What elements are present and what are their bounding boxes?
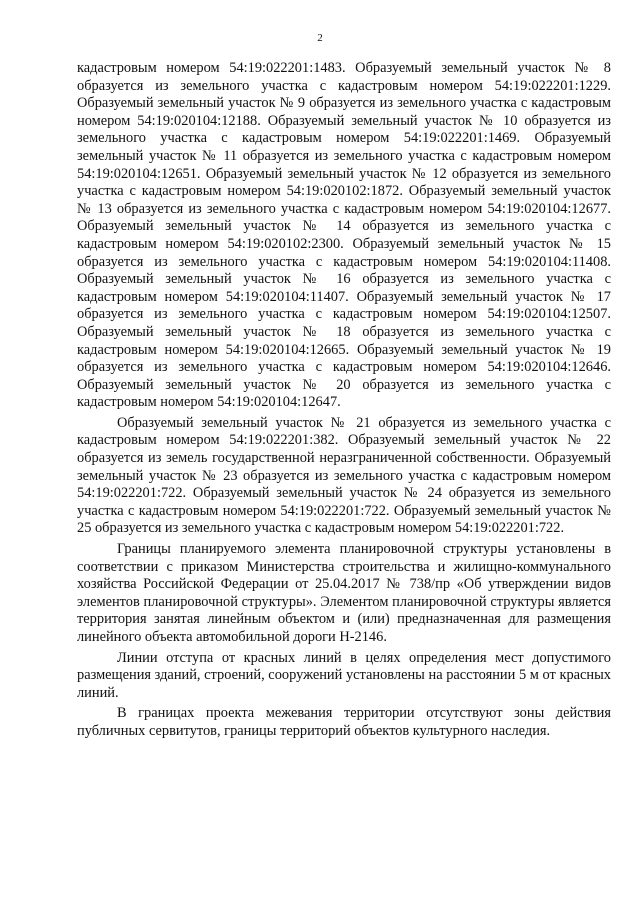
paragraph-servitudes: В границах проекта межевания территории отсутствуют зоны действия публичных сервитутов, границы территорий объектов культурного наследия.	[77, 705, 611, 739]
document-body	[77, 60, 611, 741]
page-number: 2	[317, 32, 323, 44]
paragraph-land-plots-21-25: Образуемый земельный участок № 21 образуется из земельного участка с кадастровым номером 54:19:022201:382. Образуемый земельный участок № 22 образуется из земель государственной неразграниченной собственности. Образуемый земельный участок № 23 образуется из земельного участка с кадастровым номером 54:19:022201:722. Образуемый земельный участок № 24 образуется из земельного участка с кадастровым номером 54:19:022201:722. Образуемый земельный участок № 25 образуется из земельного участка с кадастровым номером 54:19:022201:722.	[77, 414, 611, 537]
paragraph-land-plots-8-20: кадастровым номером 54:19:022201:1483. Образуемый земельный участок № 8 образуется из земельного участка с кадастровым номером 54:19:022201:1229. Образуемый земельный участок № 9 образуется из земельного участка с кадастровым номером 54:19:020104:12188. Образуемый земельный участок № 10 образуется из земельного участка с кадастровым номером 54:19:022201:1469. Образуемый земельный участок № 11 образуется из земельного участка с кадастровым номером 54:19:020104:12651. Образуемый земельный участок № 12 образуется из земельного участка с кадастровым номером 54:19:020102:1872. Образуемый земельный участок № 13 образуется из земельного участка с кадастровым номером 54:19:020104:12677. Образуемый земельный участок № 14 образуется из земельного участка с кадастровым номером 54:19:020102:2300. Образуемый земельный участок № 15 образуется из земельного участка с кадастровым номером 54:19:020104:11408. Образуемый земельный участок № 16 образуется из земельного участка с кадастровым номером 54:19:020104:11407. Образуемый земельный участок № 17 образуется из земельного участка с кадастровым номером 54:19:020104:12507. Образуемый земельный участок № 18 образуется из земельного участка с кадастровым номером 54:19:020104:12665. Образуемый земельный участок № 19 образуется из земельного участка с кадастровым номером 54:19:020104:12646. Образуемый земельный участок № 20 образуется из земельного участка с кадастровым номером 54:19:020104:12647.	[77, 60, 611, 411]
paragraph-setback-lines: Линии отступа от красных линий в целях определения мест допустимого размещения зданий, строений, сооружений установлены на расстоянии 5 м от красных линий.	[77, 649, 611, 701]
paragraph-planning-boundaries: Границы планируемого элемента планировочной структуры установлены в соответствии с приказом Министерства строительства и жилищно-коммунального хозяйства Российской Федерации от 25.04.2017 № 738/пр «Об утверждении видов элементов планировочной структуры». Элементом планировочной структуры является территория занятая линейным объектом и (или) предназначенная для размещения линейного объекта автомобильной дороги Н-2146.	[77, 541, 611, 645]
